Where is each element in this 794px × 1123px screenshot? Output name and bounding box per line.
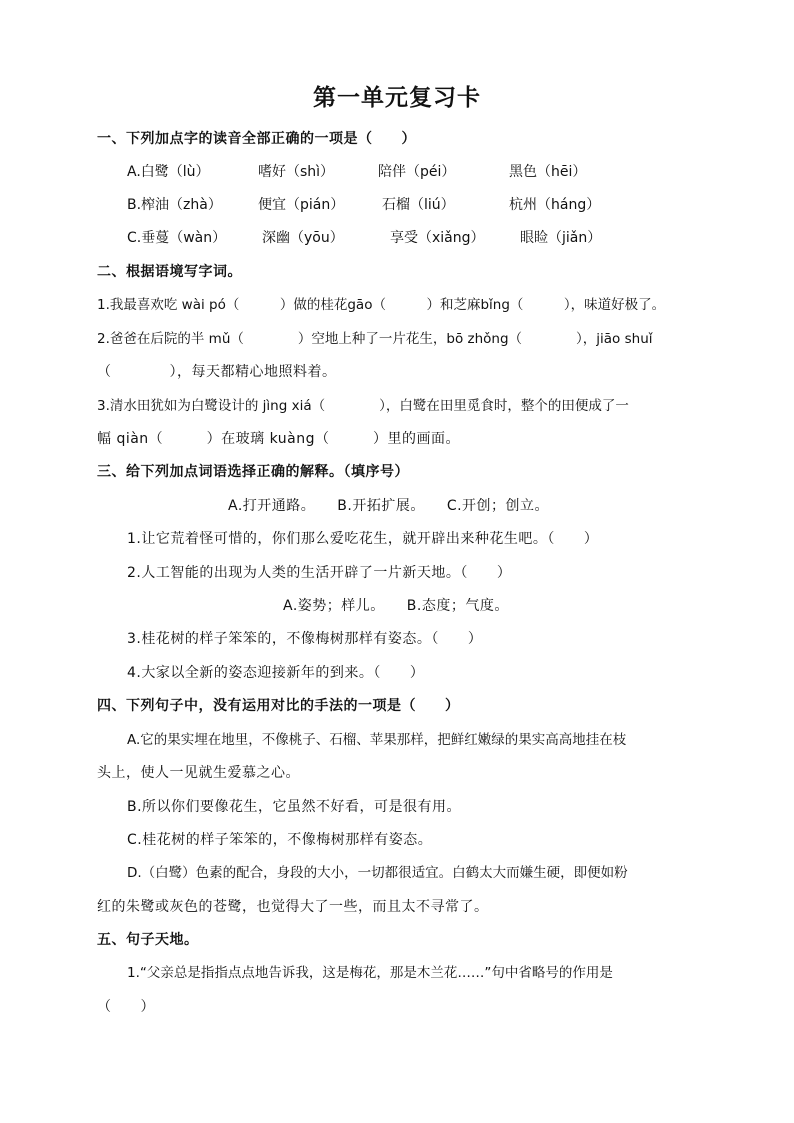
- section-2-heading: 二、根据语境写字词。: [97, 264, 242, 280]
- q1-option: 嗜好（shì）: [258, 164, 335, 180]
- section-4-heading: 四、下列句子中，没有运用对比的手法的一项是（ ）: [97, 698, 460, 714]
- section-5-heading: 五、句子天地。: [97, 932, 199, 948]
- q1-option: 石榴（liú）: [382, 197, 455, 213]
- q4-option-d: D.（白鹭）色素的配合，身段的大小，一切都很适宜。白鹤太大而嫌生硬，即便如粉: [127, 865, 628, 881]
- q1-option: 享受（xiǎng）: [390, 230, 485, 246]
- q3-item: 3.桂花树的样子笨笨的，不像梅树那样有姿态。（ ）: [127, 631, 483, 647]
- q3-options-2: A.姿势；样儿。 B.态度；气度。: [283, 598, 509, 614]
- q1-option: 眼睑（jiǎn）: [520, 230, 602, 246]
- q2-line: 3.清水田犹如为白鹭设计的 jìng xiá（ ），白鹭在田里觅食时，整个的田便成了一: [97, 398, 629, 414]
- q1-option: 便宜（pián）: [258, 197, 345, 213]
- q4-option-a: A.它的果实埋在地里，不像桃子、石榴、苹果那样，把鲜红嫩绿的果实高高地挂在枝: [127, 732, 627, 748]
- q4-option-c: C.桂花树的样子笨笨的，不像梅树那样有姿态。: [127, 832, 433, 848]
- q1-option: 深幽（yōu）: [262, 230, 344, 246]
- q5-item-cont: （ ）: [97, 999, 155, 1015]
- q5-item: 1.“父亲总是指指点点地告诉我，这是梅花，那是木兰花……”句中省略号的作用是: [127, 965, 613, 981]
- q3-item: 2.人工智能的出现为人类的生活开辟了一片新天地。（ ）: [127, 565, 512, 581]
- q1-option: B.榨油（zhà）: [127, 197, 222, 213]
- q4-option-a-cont: 头上，使人一见就生爱慕之心。: [97, 765, 300, 781]
- q4-option-d-cont: 红的朱鹭或灰色的苍鹭，也觉得大了一些，而且太不寻常了。: [97, 899, 489, 915]
- q3-options-1: A.打开通路。 B.开拓扩展。 C.开创；创立。: [228, 498, 550, 514]
- q2-line: 幅 qiàn（ ）在玻璃 kuàng（ ）里的画面。: [97, 431, 461, 447]
- q3-item: 4.大家以全新的姿态迎接新年的到来。（ ）: [127, 665, 425, 681]
- q1-option: 陪伴（péi）: [378, 164, 456, 180]
- q1-option: 黑色（hēi）: [509, 164, 587, 180]
- q1-option: C.垂蔓（wàn）: [127, 230, 227, 246]
- page-title: 第一单元复习卡: [313, 85, 481, 111]
- q4-option-b: B.所以你们要像花生，它虽然不好看，可是很有用。: [127, 799, 462, 815]
- q3-item: 1.让它荒着怪可惜的，你们那么爱吃花生，就开辟出来种花生吧。（ ）: [127, 531, 599, 547]
- q2-line: （ ），每天都精心地照料着。: [97, 364, 337, 380]
- q2-line: 1.我最喜欢吃 wài pó（ ）做的桂花gāo（ ）和芝麻bǐng（ ），味道好极了。: [97, 297, 666, 313]
- section-3-heading: 三、给下列加点词语选择正确的解释。（填序号）: [97, 464, 409, 480]
- q1-option: 杭州（háng）: [509, 197, 601, 213]
- q1-option: A.白鹭（lù）: [127, 164, 210, 180]
- q2-line: 2.爸爸在后院的半 mǔ（ ）空地上种了一片花生，bō zhǒng（ ），jiāo shuǐ: [97, 331, 653, 347]
- section-1-heading: 一、下列加点字的读音全部正确的一项是（ ）: [97, 131, 416, 147]
